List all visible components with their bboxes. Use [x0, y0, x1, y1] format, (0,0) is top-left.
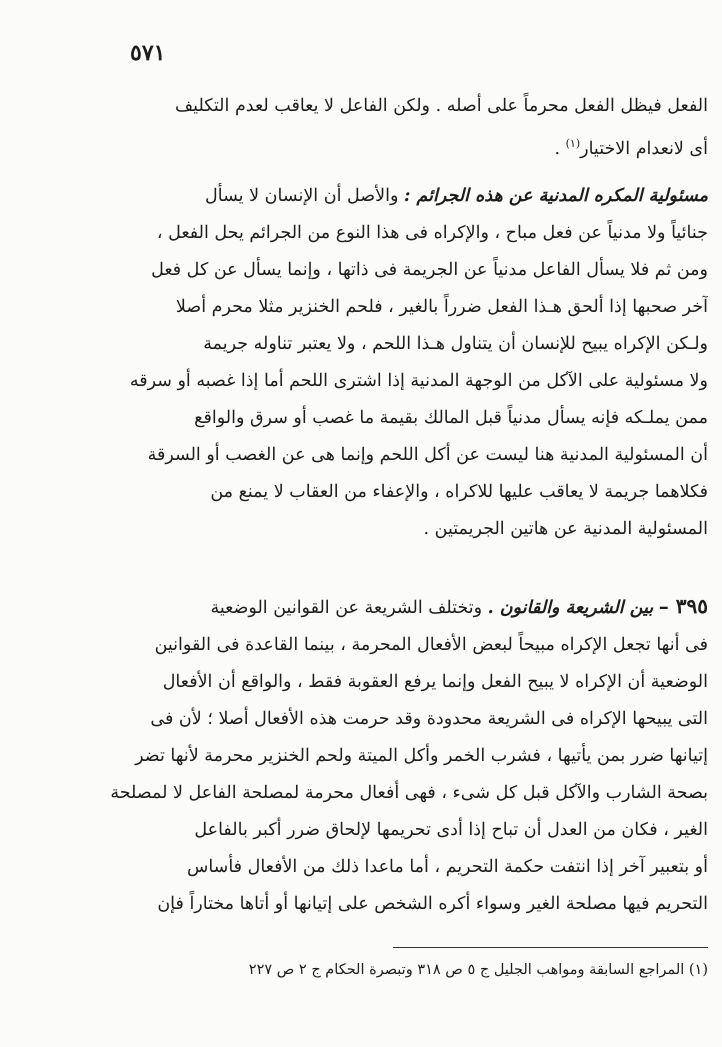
page-number: ٥٧١ — [130, 40, 166, 66]
text-line: إتيانها ضرر بمن يأتيها ، فشرب الخمر وأكل الميتة ولحم الخنزير محرمة لأنها تضر — [135, 746, 708, 766]
text-line: ولـكن الإكراه يبيح للإنسان أن يتناول هـذا اللحم ، ولا يعتبر تناوله جريمة — [203, 334, 708, 354]
text-line: آخر صحبها إذا ألحق هـذا الفعل ضرراً بالغير ، فلحم الخنزير مثلا محرم أصلا — [175, 297, 708, 317]
text-line: فكلاهما جريمة لا يعاقب عليها للاكراه ، والإعفاء من العقاب لا يمنع من — [210, 482, 708, 502]
paragraph-1 — [108, 88, 708, 168]
text-line: الفعل فيظل الفعل محرماً على أصله . ولكن الفاعل لا يعاقب لعدم التكليف — [175, 96, 708, 116]
text-line: أو بتعبير آخر إذا انتفت حكمة التحريم ، أما ماعدا ذلك من الأفعال فأساس — [186, 857, 708, 877]
text-line: الغير ، فكان من العدل أن تباح إذا أدى تحريمها لإلحاق ضرر أكبر بالفاعل — [194, 820, 708, 840]
text-line: ولا مسئولية على الآكل من الوجهة المدنية إذا اشترى اللحم أما إذا غصبه أو سرقه — [129, 371, 708, 391]
paragraph-3 — [108, 588, 708, 923]
footnote: (١) المراجع السابقة ومواهب الجليل ج ٥ ص ٣١٨ وتبصرة الحكام ج ٢ ص ٢٢٧ — [248, 962, 708, 978]
text-line-part: والأصل أن الإنسان لا يسأل — [205, 186, 404, 206]
text-line: التحريم فيها مصلحة الغير وسواء أكره الشخص على إتيانها أو أتاها مختاراً فإن — [157, 894, 708, 914]
text-line: ممن يملـكه فإنه يسأل مدنياً قبل المالك بقيمة ما غصب أو سرق والواقع — [194, 408, 708, 428]
text-line: التى يبيحها الإكراه فى الشريعة محدودة وقد حرمت هذه الأفعال أصلا ؛ لأن فى — [150, 709, 708, 729]
section-heading: بين الشريعة والقانون . — [487, 598, 654, 618]
text-line: الوضعية أن الإكراه لا يبيح الفعل وإنما يرفع العقوبة فقط ، والواقع أن الأفعال — [162, 672, 708, 692]
text-line — [108, 125, 708, 168]
text-line-part: وتختلف الشريعة عن القوانين الوضعية — [210, 598, 488, 618]
text-line: أن المسئولية المدنية هنا ليست عن أكل اللحم وإنما هى عن الغصب أو السرقة — [147, 445, 708, 465]
text-line: ومن ثم فلا يسأل الفاعل مدنياً عن الجريمة فى ذاتها ، وإنما يسأل عن كل فعل — [151, 260, 708, 280]
paragraph-2 — [108, 178, 708, 548]
text-line: بصحة الشارب والآكل قبل كل شىء ، فهى أفعال محرمة لمصلحة الفاعل لا لمصلحة — [110, 783, 708, 803]
section-number: ٣٩٥ – — [658, 594, 708, 618]
text-line — [108, 178, 708, 215]
text-line: جنائياً ولا مدنياً عن فعل مباح ، والإكراه فى هذا النوع من الجرائم يحل الفعل ، — [156, 223, 708, 243]
text-line: المسئولية المدنية عن هاتين الجريمتين . — [423, 519, 708, 539]
text-line-part: . — [554, 138, 566, 159]
text-line-part: أى لانعدام الاختيار — [580, 138, 708, 159]
text-line — [108, 588, 708, 627]
section-heading: مسئولية المكره المدنية عن هذه الجرائم : — [403, 186, 708, 206]
text-line: فى أنها تجعل الإكراه مبيحاً لبعض الأفعال المحرمة ، بينما القاعدة فى القوانين — [154, 635, 708, 655]
footnote-reference[interactable]: (١) — [565, 137, 581, 150]
footnote-divider — [393, 947, 708, 948]
